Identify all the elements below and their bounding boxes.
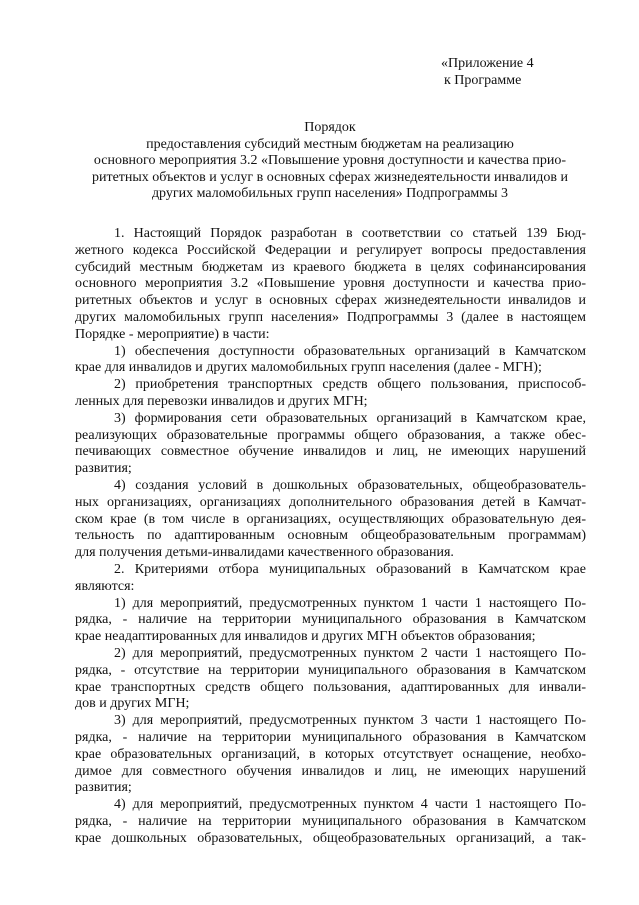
body-line: ритетных объектов и услуг в основных сферах жизнедеятельности инвалидов и — [75, 293, 586, 309]
body-line: крае дошкольных образовательных, общеобразовательных организаций, а так- — [75, 830, 586, 846]
document-body — [75, 226, 586, 847]
body-line: 2) приобретения транспортных средств общего пользования, приспособ- — [114, 377, 586, 393]
body-line: крае образовательных организаций, в которых отсутствует оснащение, необхо- — [75, 746, 586, 762]
body-line: других маломобильных групп населения» Подпрограммы 3 (далее в настоящем — [75, 309, 586, 325]
body-line: рядка, - отсутствие на территории муниципального образования в Камчатском — [75, 662, 586, 678]
body-line: для получения детьми-инвалидами качественного образования. — [75, 545, 454, 561]
body-line: 4) для мероприятий, предусмотренных пунктом 4 части 1 настоящего По- — [114, 797, 586, 813]
body-line: рядка, - наличие на территории муниципального образования в Камчатском — [75, 612, 586, 628]
title-line: предоставления субсидий местным бюджетам на реализацию — [146, 136, 514, 152]
appendix-reference — [441, 55, 534, 89]
body-line: субсидий местным бюджетам из краевого бюджета в целях софинансирования — [75, 259, 586, 275]
body-line: развития; — [75, 780, 132, 796]
document-title — [60, 120, 600, 203]
body-line: развития; — [75, 461, 132, 477]
body-line: ленных для перевозки инвалидов и других МГН; — [75, 393, 368, 409]
body-line: ных организациях, организациях дополнительного образования детей в Камчат- — [75, 494, 586, 510]
body-line: тельность по адаптированным основным общеобразовательным программам) — [75, 528, 586, 544]
body-line: 1) обеспечения доступности образовательных организаций в Камчатском — [114, 343, 586, 359]
body-line: основного мероприятия 3.2 «Повышение уровня доступности и качества прио- — [75, 276, 586, 292]
appendix-line-1: «Приложение 4 — [441, 56, 534, 71]
body-line: являются: — [75, 578, 135, 594]
body-line: 2) для мероприятий, предусмотренных пунктом 2 части 1 настоящего По- — [114, 645, 586, 661]
body-line: крае для инвалидов и других маломобильных групп населения (далее - МГН); — [75, 360, 542, 376]
body-line: 4) создания условий в дошкольных образовательных, общеобразователь- — [114, 477, 586, 493]
body-line: 2. Критериями отбора муниципальных образований в Камчатском крае — [114, 561, 586, 577]
body-line: 1) для мероприятий, предусмотренных пунктом 1 части 1 настоящего По- — [114, 595, 586, 611]
body-line: 3) формирования сети образовательных организаций в Камчатском крае, — [114, 410, 586, 426]
body-line: 1. Настоящий Порядок разработан в соответствии со статьей 139 Бюд- — [114, 226, 586, 241]
body-line: 3) для мероприятий, предусмотренных пунктом 3 части 1 настоящего По- — [114, 713, 586, 729]
body-line: жетного кодекса Российской Федерации и регулирует вопросы предоставления — [75, 242, 586, 258]
title-line: других маломобильных групп населения» Подпрограммы 3 — [151, 186, 509, 201]
title-heading: Порядок — [304, 120, 356, 135]
title-line: основного мероприятия 3.2 «Повышение уровня доступности и качества прио- — [93, 153, 567, 168]
body-line: рядка, - наличие на территории муниципального образования в Камчатском — [75, 729, 586, 745]
body-line: ском крае (в том числе в организациях, осуществляющих образовательную дея- — [75, 511, 586, 527]
body-line: крае транспортных средств общего пользования, адаптированных для инвали- — [75, 679, 586, 695]
body-line: печивающих совместное обучение инвалидов и лиц, не имеющих нарушений — [75, 444, 586, 460]
body-line: рядка, - наличие на территории муниципального образования в Камчатском — [75, 813, 586, 829]
body-line: дов и других МГН; — [75, 696, 190, 712]
body-line: крае неадаптированных для инвалидов и других МГН объектов образования; — [75, 629, 536, 645]
body-line: реализующих образовательные программы общего образования, а также обес- — [75, 427, 586, 443]
body-line: Порядке - мероприятие) в части: — [75, 326, 270, 342]
title-line: ритетных объектов и услуг в основных сферах жизнедеятельности инвалидов и — [91, 169, 569, 185]
body-line: димое для совместного обучения инвалидов и лиц, не имеющих нарушений — [75, 763, 586, 779]
appendix-line-2: к Программе — [444, 73, 522, 88]
